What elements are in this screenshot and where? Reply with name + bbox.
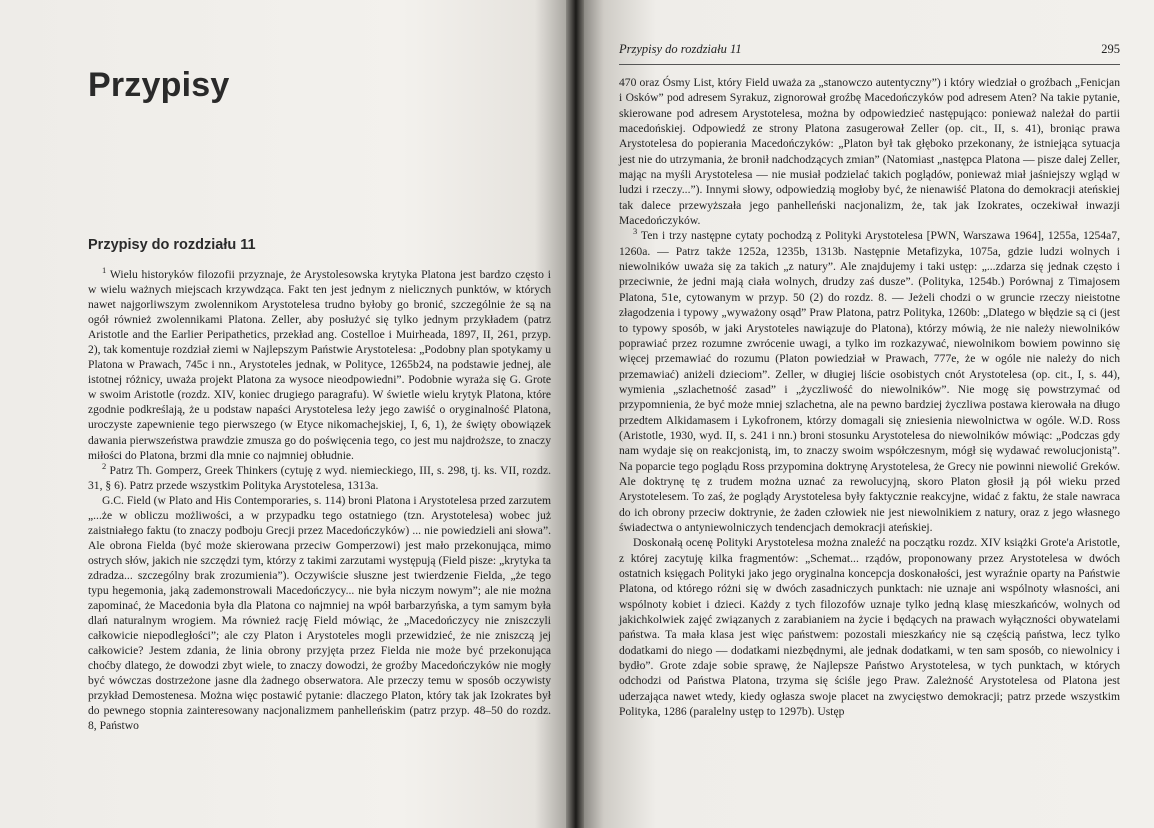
chapter-title: Przypisy: [88, 66, 230, 104]
left-page: [0, 0, 575, 828]
section-title: Przypisy do rozdziału 11: [88, 237, 256, 253]
footnote-text: Doskonałą ocenę Polityki Arystotelesa można znaleźć na początku rozdz. XIV książki Grote'a Aristotle, z której zacytuję kilka fragmentów: „Schemat... rządów, proponowany przez Arystotelesa w dwóch ostatnich księgach Polityki jako jego oryginalna koncepcja doskonałości, jest wyraźnie oparty na Państwie Platona, od którego różni się w dwóch zasadniczych punktach: nie uznaje ani wspólnoty własności, ani wspólnoty kobiet i dzieci. Każdy z tych filozofów uznaje tylko jedną klasę mieszkańców, wolnych od jakichkolwiek zajęć związanych z zarabianiem na życie i będących na prawach wyłączności obywatelami państwa. Ta mała klasa jest więc państwem: pozostali mieszkańcy nie są częścią państwa, lecz tylko dodatkami do niego — dodatkami niezbędnymi, ale jednak dodatkami, w ten sam sposób, co niewolnicy i bydło”. Grote zdaje sobie sprawę, że Najlepsze Państwo Arystotelesa, w tych punktach, w których odchodzi od Państwa Platona, trzyma się ściśle jego Praw. Zależność Arystotelesa od Platona jest uderzająca nawet wtedy, kiedy ogłasza swoje placet na zwycięstwo demokracji; patrz przede wszystkim Polityka, 1286 (paralelny ustęp to 1297b). Ustęp: [619, 536, 1120, 719]
footnote-number: 1: [102, 265, 107, 276]
footnote-paragraph: [88, 493, 551, 734]
footnote-text: Ten i trzy następne cytaty pochodzą z Polityki Arystotelesa [PWN, Warszawa 1964], 1255a, 1254a7, 1260a. — Patrz także 1252a, 1235b, 1313b. Następnie Metafizyka, 1075a, gdzie ludzi wolnych i niewolników uważa się za takich „z natury”. Ale znajdujemy i taki ustęp: „...zdarza się jednak często i przeciwnie, że jedni mają ciała wolnych, drudzy zaś dusze”. (Polityka, 1254b.) Porównaj z Timajosem Platona, 51e, cytowanym w przyp. 50 (2) do rozdz. 8. — Jeżeli chodzi o w gruncie rzeczy nieistotne złagodzenia i typowy „wyważony osąd” Praw Platona, patrz Polityka, 1260b: „Dlatego w błędzie są ci (jest to typowy sposób, w jaki Arystoteles nawiązuje do Platona), którzy mówią, że nie należy niewolników poprawiać przez rozumne zwrócenie uwagi, a tylko im rozkazywać, niewolnikom bowiem powinno się więcej przemawiać do rozumu (Platon powiedział w Prawach, 777e, że w ogóle nie należy do nich przemawiać) aniżeli dzieciom”. Zeller, w długiej liście osobistych cnót Arystotelesa (op. cit., I, s. 44), wymienia „szlachetność zasad” i „życzliwość do niewolników”. Nie mogę się powstrzymać od przypomnienia, że być może mniej szlachetna, ale na pewno bardziej życzliwa postawa kierowała na długo przedtem Alkidamasem i Lykofronem, którzy domagali się zniesienia niewolnictwa w ogóle. W.D. Ross (Aristotle, 1930, wyd. II, s. 241 i nn.) broni stosunku Arystotelesa do niewolników mówiąc: „Podczas gdy nam wydaje się on reakcjonistą, im, to znaczy swoim współczesnym, mógł się wydawać rewolucjonistą”. Na poparcie tego poglądu Ross przypomina doktrynę Arystotelesa, że Grecy nie powinni niewolić Greków. Ale doktrynę tę z trudem można uznać za rewolucyjną, skoro Platon głosił ją pół wieku przed Arystotelesem. To zaś, że poglądy Arystotelesa były faktycznie reakcyjne, widać z faktu, że stale nawraca do ich obrony przeciw doktrynie, że żaden człowiek nie jest niewolnikiem z natury, oraz z jego własnego świadectwa o antyniewolniczych tendencjach demokracji ateńskiej.: [619, 229, 1120, 534]
running-title: Przypisy do rozdziału 11: [619, 42, 742, 56]
left-body-text: [88, 267, 551, 733]
footnote-text: 470 oraz Ósmy List, który Field uważa za „stanowczo autentyczny”) i który wiedział o groźbach „Fenicjan i Osków” pod adresem Syrakuz, zignorował groźbę Macedończyków pod adresem Aten? Na takie pytanie, skierowane pod adresem Arystotelesa, można by odpowiedzieć następująco: ponieważ należał do partii macedońskiej. Odpowiedź ze strony Platona zasugerował Zeller (op. cit., II, s. 41), broniąc prawa Arystotelesa do popierania Macedończyków: „Platon był tak głęboko przekonany, że istniejąca sytuacja jest nie do utrzymania, że bronił nadchodzących zmian” (Natomiast „następca Platona — pisze dalej Zeller, mając na myśli Arystotelesa — nie musiał podzielać takich poglądów, ponieważ miał jaśniejszy wgląd w ludzi i rzeczy...”). Innymi słowy, odpowiedzią mogłoby być, że nienawiść Platona do demokracji ateńskiej tak dalece przewyższała jego panhelleński nacjonalizm, że, tak jak Izokrates, oczekiwał inwazji Macedończyków.: [619, 76, 1120, 228]
footnote-text: Wielu historyków filozofii przyznaje, że Arystolesowska krytyka Platona jest bardzo często i w wielu ważnych miejscach krzywdząca. Fakt ten jest jednym z nielicznych punktów, w których nawet najgorliwszym zwolennikom Arystotelesa trudno byłoby go bronić, szczególnie że są na ogół również zwolennikami Platona. Zeller, aby posłużyć się tylko jednym przykładem (patrz Aristotle and the Earlier Peripathetics, przekład ang. Costelloe i Muirheada, 1897, II, 261, przyp. 2), tak komentuje rozdział ziemi w Najlepszym Państwie Arystotelesa: „Podobny plan spotykamy u Platona w Prawach, 745c i nn., Arystoteles jednak, w Polityce, 1265b24, na podstawie jednej, ale istotnej różnicy, uważa projekt Platona za wysoce nieodpowiedni”. Podobnie wyraża się G. Grote w swoim Aristotle (rozdz. XIV, koniec drugiego paragrafu). W świetle wielu krytyk Platona, które zgodnie podkreślają, że u podstaw napaści Arystotelesa leży jego zawiść o oryginalność Platona, uroczyste zapewnienie tego pierwszego (w Etyce nikomachejskiej, I, 6, 1), że święty obowiązek dawania pierwszeństwa prawdzie zmusza go do poświęcenia tego, co jest mu najdroższe, to znaczy miłości do Platona, brzmi dla mnie co najmniej obłudnie.: [88, 268, 551, 462]
running-header: [619, 42, 1120, 62]
footnote-paragraph: [88, 267, 551, 463]
right-page: [575, 0, 1154, 828]
footnote-paragraph: [619, 228, 1120, 535]
footnote-paragraph: [619, 535, 1120, 719]
footnote-paragraph: [88, 460, 551, 493]
page-number: 295: [1101, 42, 1120, 56]
header-rule: [619, 64, 1120, 65]
footnote-text: G.C. Field (w Plato and His Contemporaries, s. 114) broni Platona i Arystotelesa przed zarzutem „...że w obliczu możliwości, a w przypadku tego ostatniego (tzn. Arystotelesa) wobec już zaistniałego faktu (to znaczy podboju Grecji przez Macedończyków) ... nie powiedzieli ani słowa”. Ale obrona Fielda (być może skierowana przeciw Gomperzowi) jest mało przekonująca, mimo ostrych słów, jakich nie szczędzi tym, którzy z takimi zarzutami występują (Field pisze: „krytyka ta zdradza... szczególny brak zrozumienia”). Oczywiście słuszne jest twierdzenie Fielda, „że tego typu hegemonia, jaką zademonstrowali Macedończycy... nie była niczym nowym”; ale nie można zapominać, że Macedonia była dla Platona co najmniej na wpół barbarzyńska, a tym samym była dlań naturalnym wrogiem. Ma również rację Field mówiąc, że „Macedończycy nie zniszczyli całkowicie niepodległości”; ale czy Platon i Arystoteles mogli przewidzieć, że nie zniszczą jej całkowicie? Jestem zdania, że linia obrony przyjęta przez Fielda nie może być przekonująca choćby dlatego, że dowodzi zbyt wiele, to znaczy dowodzi, że groźby Macedończyków nie mogły być wówczas dostrzeżone jasne dla żadnego obserwatora. Ale przeczy temu w sposób oczywisty przykład Demostenesa. Można więc postawić pytanie: dlaczego Platon, który tak jak Izokrates był do pewnego stopnia zainteresowany nacjonalizmem panhelleńskim (patrz przyp. 48–50 do rozdz. 8, Państwo: [88, 493, 551, 733]
footnote-text: Patrz Th. Gomperz, Greek Thinkers (cytuję z wyd. niemieckiego, III, s. 298, tj. ks. VII, rozdz. 31, § 6). Patrz przede wszystkim Polityka Arystotelesa, 1313a.: [88, 463, 551, 492]
footnote-paragraph: [619, 75, 1120, 228]
right-body-text: [619, 75, 1120, 719]
book-spine: [566, 0, 584, 828]
footnote-number: 3: [633, 226, 638, 237]
footnote-number: 2: [102, 460, 107, 471]
